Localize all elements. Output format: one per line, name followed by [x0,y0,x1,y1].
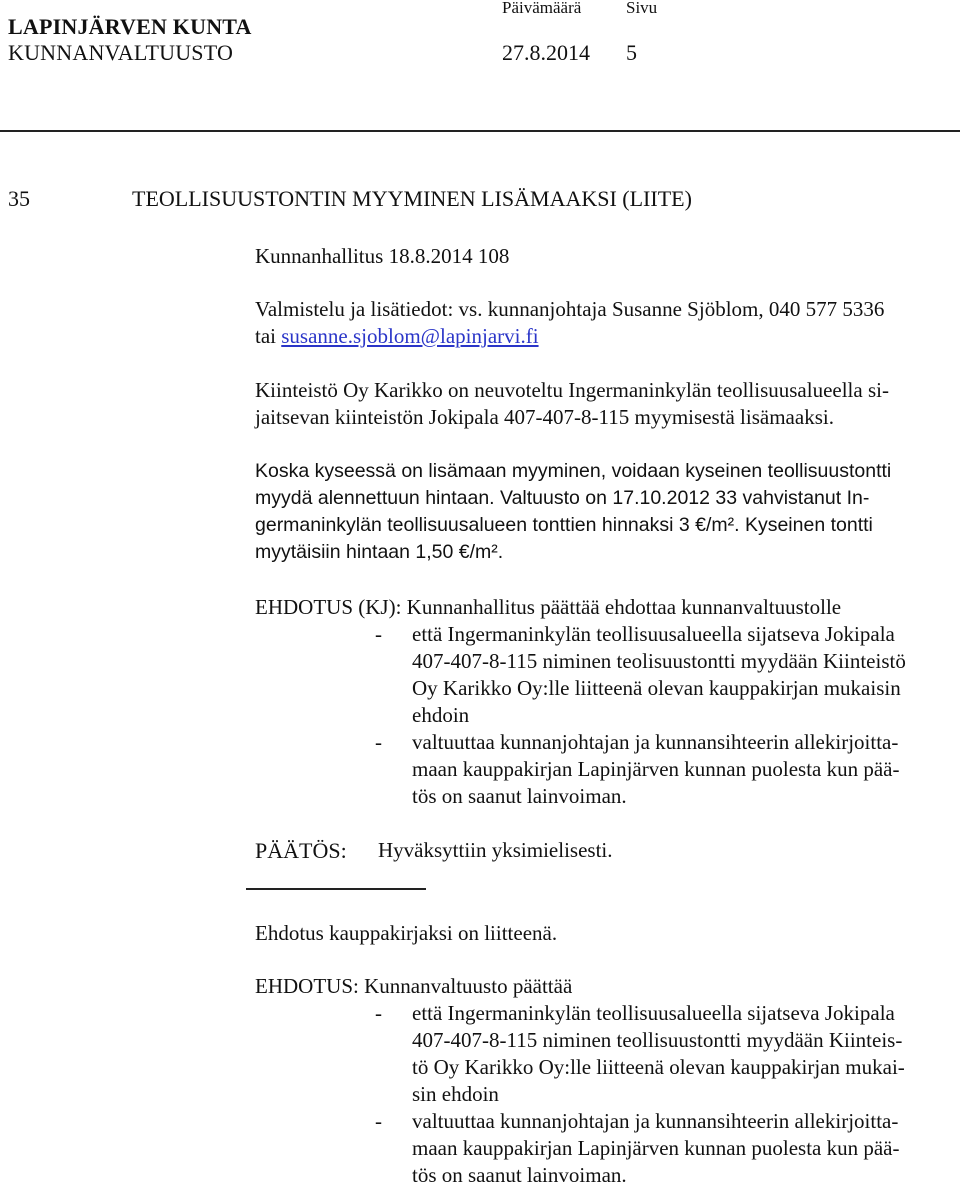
proposal-list [375,1000,955,1189]
body-name: KUNNANVALTUUSTO [8,40,234,65]
paragraph-line: jaitsevan kiinteistön Jokipala 407-407-8-115 myymisestä lisämaaksi. [255,405,834,429]
proposal-intro: EHDOTUS: Kunnanvaltuusto päättää [255,974,573,998]
list-item [375,621,955,729]
list-line: että Ingermaninkylän teollisuusalueella sijatseva Jokipala [412,622,895,646]
decision-text: Hyväksyttiin yksimielisesti. [378,838,613,862]
paragraph-pricing [255,458,955,566]
email-link[interactable]: susanne.sjoblom@lapinjarvi.fi [281,324,539,348]
date-label: Päivämäärä [502,0,582,17]
paragraph-line: germaninkylän teollisuusalueen tonttien hinnaksi 3 €/m². Kyseinen tontti [255,514,873,536]
list-line: 407-407-8-115 niminen teolisuustontti myydään Kiinteistö [412,649,906,673]
proposal-list [375,621,955,810]
list-line: 407-407-8-115 niminen teollisuustontti myydään Kiinteis- [412,1028,903,1052]
list-item [375,1108,955,1189]
list-line: valtuuttaa kunnanjohtajan ja kunnansihteerin allekirjoitta- [412,1109,899,1133]
list-line: Oy Karikko Oy:lle liitteenä olevan kauppakirjan mukaisin [412,676,901,700]
paragraph-line: myytäisiin hintaan 1,50 €/m². [255,541,504,563]
contact-prefix: tai [255,324,282,348]
list-line: että Ingermaninkylän teollisuusalueella sijatseva Jokipala [412,1001,895,1025]
list-line: tös on saanut lainvoiman. [412,1163,627,1187]
decision-label: PÄÄTÖS: [255,838,347,863]
list-line: maan kauppakirjan Lapinjärven kunnan puolesta kun pää- [412,757,900,781]
preparation-contact [255,323,955,350]
list-dash: - [375,730,382,754]
list-dash: - [375,1001,382,1025]
section-number: 35 [8,186,30,211]
list-line: ehdoin [412,703,470,727]
organization-name: LAPINJÄRVEN KUNTA [8,14,252,39]
attachment-note: Ehdotus kauppakirjaksi on liitteenä. [255,921,558,945]
list-line: maan kauppakirjan Lapinjärven kunnan puolesta kun pää- [412,1136,900,1160]
paragraph-line: Koska kyseessä on lisämaan myyminen, voidaan kyseinen teollisuustontti [255,460,892,482]
page-label: Sivu [626,0,658,17]
section-title: TEOLLISUUSTONTIN MYYMINEN LISÄMAAKSI (LIITE) [132,186,692,211]
meeting-date: 27.8.2014 [502,40,590,65]
paragraph-line: Kiinteistö Oy Karikko on neuvoteltu Ingermaninkylän teollisuusalueella si- [255,378,889,402]
page-number: 5 [626,40,637,65]
list-dash: - [375,1109,382,1133]
preparation-line: Valmistelu ja lisätiedot: vs. kunnanjohtaja Susanne Sjöblom, 040 577 5336 [255,297,885,321]
list-item [375,729,955,810]
preparation-info [255,296,955,350]
list-dash: - [375,622,382,646]
list-line: valtuuttaa kunnanjohtajan ja kunnansihteerin allekirjoitta- [412,730,899,754]
list-line: tö Oy Karikko Oy:lle liitteenä olevan kauppakirjan mukai- [412,1055,905,1079]
list-item [375,1000,955,1108]
reference-line: Kunnanhallitus 18.8.2014 108 [255,244,510,268]
header-divider [0,130,960,132]
proposal-intro: EHDOTUS (KJ): Kunnanhallitus päättää ehdottaa kunnanvaltuustolle [255,595,842,619]
paragraph-background [255,377,955,431]
list-line: tös on saanut lainvoiman. [412,784,627,808]
paragraph-line: myydä alennettuun hintaan. Valtuusto on 17.10.2012 33 vahvistanut In- [255,487,870,509]
list-line: sin ehdoin [412,1082,499,1106]
decision-divider [246,888,426,890]
